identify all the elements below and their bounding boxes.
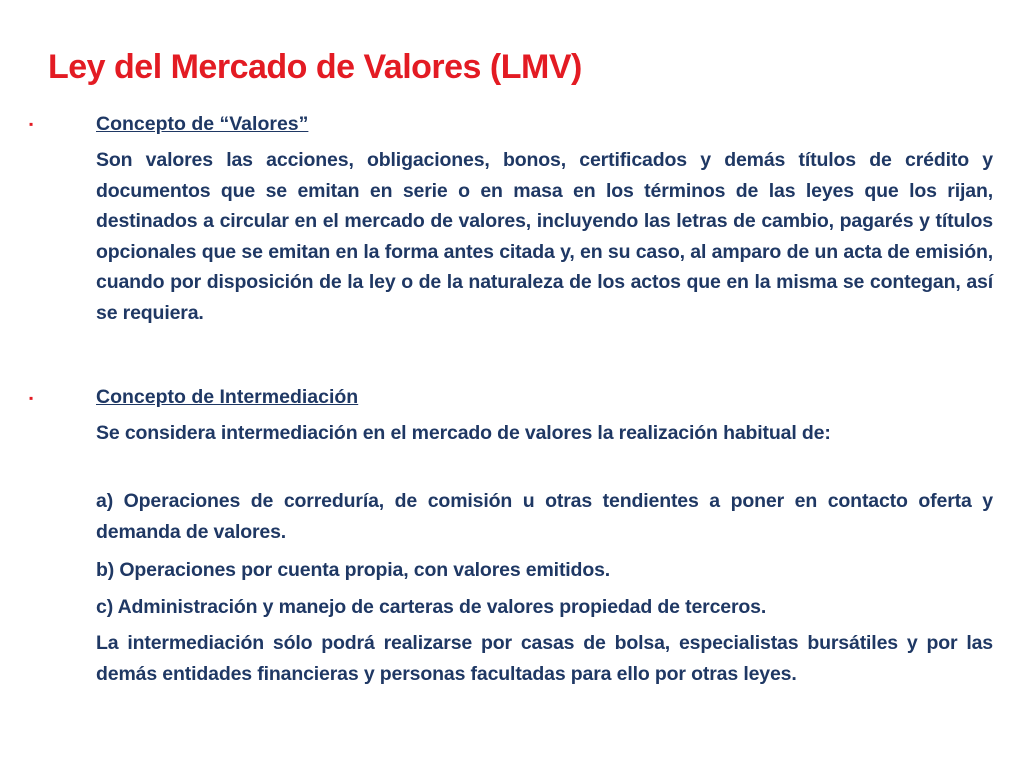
bullet-icon: ▪ <box>29 117 34 131</box>
paragraph-item-a: a) Operaciones de correduría, de comisión u otras tendientes a poner en contacto oferta y demanda de valores. <box>96 490 993 543</box>
paragraph-item-c: c) Administración y manejo de carteras de valores propiedad de terceros. <box>96 596 767 618</box>
paragraph-intermediacion-intro: Se considera intermediación en el mercado de valores la realización habitual de: <box>96 422 831 444</box>
section-heading-intermediacion: Concepto de Intermediación <box>96 386 359 408</box>
paragraph-intermediacion-closing: La intermediación sólo podrá realizarse por casas de bolsa, especialistas bursátiles y por las demás entidades financieras y personas facultadas para ello por otras leyes. <box>96 632 993 685</box>
section-heading-valores: Concepto de “Valores” <box>96 113 309 135</box>
slide-title: Ley del Mercado de Valores (LMV) <box>48 48 582 86</box>
paragraph-item-b: b) Operaciones por cuenta propia, con valores emitidos. <box>96 559 611 581</box>
bullet-icon: ▪ <box>29 391 34 405</box>
paragraph-valores: Son valores las acciones, obligaciones, bonos, certificados y demás títulos de crédito y documentos que se emitan en serie o en masa en los términos de las leyes que los rijan, destinados a circular en el mercado de valores, incluyendo las letras de cambio, pagarés y títulos opcionales que se emitan en la forma antes citada y, en su caso, al amparo de un acta de emisión, cuando por disposición de la ley o de la naturaleza de los actos que en la misma se contegan, así se requiera. <box>96 149 993 324</box>
